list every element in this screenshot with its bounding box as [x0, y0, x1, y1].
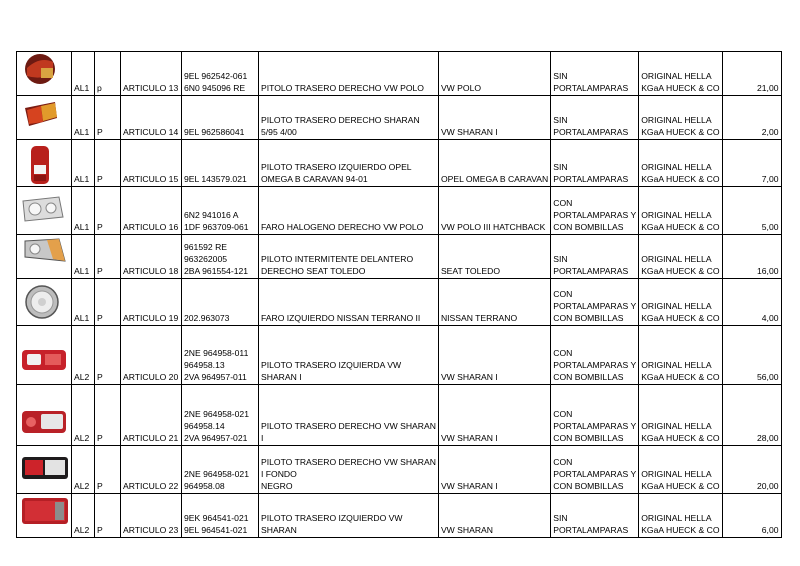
description-cell [259, 96, 439, 140]
quantity-cell: 16,00 [722, 235, 781, 279]
desc-line: PILOTO INTERMITENTE DELANTERO [261, 254, 414, 264]
tail-light-photo [19, 494, 69, 536]
brand-cell [639, 140, 722, 187]
location-cell: AL1 [72, 140, 95, 187]
model-cell: VW SHARAN [438, 494, 550, 538]
reference-cell [182, 279, 259, 326]
equipment-cell [551, 385, 639, 446]
brand-line: KGaA HUECK & CO [641, 83, 720, 93]
reference-cell [182, 96, 259, 140]
product-photo [17, 446, 72, 494]
refs-line: 9EK 964541-021 [184, 513, 249, 523]
type-cell: P [95, 326, 121, 385]
brand-line: KGaA HUECK & CO [641, 372, 720, 382]
brand-line: ORIGINAL HELLA [641, 469, 712, 479]
product-photo [17, 494, 72, 538]
equip-line: CON BOMBILLAS [553, 222, 624, 232]
round-headlamp-photo [19, 282, 69, 324]
equipment-cell [551, 140, 639, 187]
location-cell: AL1 [72, 96, 95, 140]
headlamp-photo [19, 191, 69, 233]
tail-light-photo [19, 341, 69, 383]
quantity-cell: 4,00 [722, 279, 781, 326]
location-cell: AL2 [72, 494, 95, 538]
brand-cell [639, 279, 722, 326]
description-cell [259, 446, 439, 494]
description-cell [259, 326, 439, 385]
desc-line: DERECHO SEAT TOLEDO [261, 266, 366, 276]
article-cell: ARTICULO 20 [121, 326, 182, 385]
equip-line: PORTALAMPARAS [553, 83, 629, 93]
equip-line: CON [553, 289, 573, 299]
table-row [17, 326, 782, 385]
equip-line: PORTALAMPARAS Y [553, 360, 637, 370]
table-row [17, 385, 782, 446]
quantity-cell: 7,00 [722, 140, 781, 187]
equip-line: PORTALAMPARAS [553, 525, 629, 535]
location-cell: AL1 [72, 235, 95, 279]
refs-line: 6N2 941016 A [184, 210, 239, 220]
refs-line: 2NE 964958-021 [184, 469, 249, 479]
location-cell: AL1 [72, 52, 95, 96]
location-cell: AL1 [72, 187, 95, 235]
table-row [17, 187, 782, 235]
desc-line: NEGRO [261, 481, 293, 491]
brand-cell [639, 494, 722, 538]
desc-line: SHARAN [261, 525, 297, 535]
brand-line: ORIGINAL HELLA [641, 421, 712, 431]
desc-line: I FONDO [261, 469, 297, 479]
inventory-body [17, 52, 782, 538]
article-cell: ARTICULO 18 [121, 235, 182, 279]
brand-line: KGaA HUECK & CO [641, 222, 720, 232]
reference-cell [182, 187, 259, 235]
desc-line: FARO HALOGENO DERECHO VW POLO [261, 222, 424, 232]
article-cell: ARTICULO 15 [121, 140, 182, 187]
desc-line: SHARAN I [261, 372, 302, 382]
equip-line: CON BOMBILLAS [553, 372, 624, 382]
article-cell: ARTICULO 14 [121, 96, 182, 140]
description-cell [259, 385, 439, 446]
article-cell: ARTICULO 22 [121, 446, 182, 494]
refs-line: 964958.14 [184, 421, 225, 431]
tail-light-photo [19, 450, 69, 492]
equipment-cell [551, 187, 639, 235]
brand-cell [639, 187, 722, 235]
type-cell: P [95, 385, 121, 446]
equipment-cell [551, 326, 639, 385]
refs-line: 963262005 [184, 254, 228, 264]
desc-line: PILOTO TRASERO DERECHO VW SHARAN [261, 421, 436, 431]
description-cell [259, 494, 439, 538]
brand-line: KGaA HUECK & CO [641, 174, 720, 184]
desc-line: PILOTO TRASERO IZQUIERDO VW [261, 513, 403, 523]
description-cell [259, 235, 439, 279]
location-cell: AL2 [72, 385, 95, 446]
table-row [17, 52, 782, 96]
table-row [17, 96, 782, 140]
product-photo [17, 385, 72, 446]
model-cell: VW SHARAN I [438, 446, 550, 494]
equip-line: CON [553, 409, 573, 419]
description-cell [259, 279, 439, 326]
brand-line: KGaA HUECK & CO [641, 433, 720, 443]
type-cell: P [95, 140, 121, 187]
table-row [17, 235, 782, 279]
refs-line: 9EL 962586041 [184, 127, 245, 137]
model-cell: VW SHARAN I [438, 326, 550, 385]
type-cell: P [95, 279, 121, 326]
tail-light-photo [19, 96, 69, 138]
refs-line: 9EL 964541-021 [184, 525, 248, 535]
desc-line: PITOLO TRASERO DERECHO VW POLO [261, 83, 424, 93]
type-cell: P [95, 96, 121, 140]
brand-line: KGaA HUECK & CO [641, 525, 720, 535]
reference-cell [182, 494, 259, 538]
equip-line: CON BOMBILLAS [553, 481, 624, 491]
brand-line: ORIGINAL HELLA [641, 115, 712, 125]
type-cell: P [95, 494, 121, 538]
refs-line: 1DF 963709-061 [184, 222, 249, 232]
tail-light-photo [19, 52, 69, 94]
brand-cell [639, 326, 722, 385]
description-cell [259, 187, 439, 235]
brand-cell [639, 446, 722, 494]
refs-line: 964958.08 [184, 481, 225, 491]
reference-cell [182, 385, 259, 446]
product-photo [17, 140, 72, 187]
equip-line: CON BOMBILLAS [553, 433, 624, 443]
refs-line: 6N0 945096 RE [184, 83, 246, 93]
table-row [17, 140, 782, 187]
indicator-photo [19, 235, 69, 277]
desc-line: FARO IZQUIERDO NISSAN TERRANO II [261, 313, 421, 323]
table-row [17, 446, 782, 494]
article-cell: ARTICULO 13 [121, 52, 182, 96]
quantity-cell: 2,00 [722, 96, 781, 140]
brand-line: ORIGINAL HELLA [641, 254, 712, 264]
model-cell: VW POLO III HATCHBACK [438, 187, 550, 235]
equip-line: CON [553, 198, 573, 208]
quantity-cell: 6,00 [722, 494, 781, 538]
model-cell: NISSAN TERRANO [438, 279, 550, 326]
equipment-cell [551, 279, 639, 326]
brand-line: ORIGINAL HELLA [641, 360, 712, 370]
equip-line: PORTALAMPARAS [553, 174, 629, 184]
refs-line: 202.963073 [184, 313, 230, 323]
desc-line: 5/95 4/00 [261, 127, 297, 137]
equip-line: SIN [553, 115, 568, 125]
equip-line: CON [553, 457, 573, 467]
type-cell: P [95, 446, 121, 494]
refs-line: 2NE 964958-021 [184, 409, 249, 419]
reference-cell [182, 52, 259, 96]
table-row [17, 279, 782, 326]
type-cell: p [95, 52, 121, 96]
tail-light-photo [19, 143, 69, 185]
equip-line: PORTALAMPARAS Y [553, 421, 637, 431]
description-cell [259, 140, 439, 187]
equip-line: PORTALAMPARAS [553, 127, 629, 137]
refs-line: 9EL 143579.021 [184, 174, 247, 184]
quantity-cell: 28,00 [722, 385, 781, 446]
tail-light-photo [19, 402, 69, 444]
brand-line: KGaA HUECK & CO [641, 313, 720, 323]
refs-line: 2NE 964958-011 [184, 348, 249, 358]
description-cell [259, 52, 439, 96]
reference-cell [182, 140, 259, 187]
location-cell: AL2 [72, 446, 95, 494]
equip-line: PORTALAMPARAS [553, 266, 629, 276]
model-cell: VW SHARAN I [438, 385, 550, 446]
brand-line: ORIGINAL HELLA [641, 210, 712, 220]
brand-line: ORIGINAL HELLA [641, 71, 712, 81]
article-cell: ARTICULO 21 [121, 385, 182, 446]
refs-line: 2VA 964957-021 [184, 433, 248, 443]
product-photo [17, 326, 72, 385]
refs-line: 2BA 961554-121 [184, 266, 249, 276]
brand-line: KGaA HUECK & CO [641, 266, 720, 276]
type-cell: P [95, 235, 121, 279]
refs-line: 9EL 962542-061 [184, 71, 248, 81]
article-cell: ARTICULO 16 [121, 187, 182, 235]
brand-cell [639, 52, 722, 96]
reference-cell [182, 446, 259, 494]
product-photo [17, 279, 72, 326]
equip-line: CON [553, 348, 573, 358]
equip-line: PORTALAMPARAS Y [553, 469, 637, 479]
quantity-cell: 5,00 [722, 187, 781, 235]
equipment-cell [551, 494, 639, 538]
quantity-cell: 20,00 [722, 446, 781, 494]
refs-line: 2VA 964957-011 [184, 372, 247, 382]
location-cell: AL2 [72, 326, 95, 385]
inventory-table [16, 51, 782, 538]
product-photo [17, 52, 72, 96]
table-row [17, 494, 782, 538]
refs-line: 964958.13 [184, 360, 225, 370]
brand-cell [639, 385, 722, 446]
equipment-cell [551, 235, 639, 279]
desc-line: OMEGA B CARAVAN 94-01 [261, 174, 368, 184]
location-cell: AL1 [72, 279, 95, 326]
product-photo [17, 235, 72, 279]
desc-line: PILOTO TRASERO DERECHO VW SHARAN [261, 457, 436, 467]
article-cell: ARTICULO 23 [121, 494, 182, 538]
model-cell: OPEL OMEGA B CARAVAN [438, 140, 550, 187]
desc-line: PILOTO TRASERO IZQUIERDA VW [261, 360, 402, 370]
equipment-cell [551, 446, 639, 494]
equip-line: SIN [553, 254, 568, 264]
reference-cell [182, 326, 259, 385]
equipment-cell [551, 52, 639, 96]
desc-line: PILOTO TRASERO IZQUIERDO OPEL [261, 162, 412, 172]
brand-cell [639, 235, 722, 279]
brand-line: ORIGINAL HELLA [641, 162, 712, 172]
desc-line: PILOTO TRASERO DERECHO SHARAN [261, 115, 420, 125]
product-photo [17, 96, 72, 140]
brand-line: ORIGINAL HELLA [641, 301, 712, 311]
model-cell: VW POLO [438, 52, 550, 96]
model-cell: VW SHARAN I [438, 96, 550, 140]
type-cell: P [95, 187, 121, 235]
desc-line: I [261, 433, 264, 443]
equip-line: PORTALAMPARAS Y [553, 210, 637, 220]
equip-line: SIN [553, 162, 568, 172]
equip-line: SIN [553, 71, 568, 81]
article-cell: ARTICULO 19 [121, 279, 182, 326]
brand-line: ORIGINAL HELLA [641, 513, 712, 523]
product-photo [17, 187, 72, 235]
equip-line: PORTALAMPARAS Y [553, 301, 637, 311]
equip-line: SIN [553, 513, 568, 523]
brand-line: KGaA HUECK & CO [641, 127, 720, 137]
quantity-cell: 56,00 [722, 326, 781, 385]
brand-cell [639, 96, 722, 140]
equipment-cell [551, 96, 639, 140]
model-cell: SEAT TOLEDO [438, 235, 550, 279]
refs-line: 961592 RE [184, 242, 228, 252]
equip-line: CON BOMBILLAS [553, 313, 624, 323]
quantity-cell: 21,00 [722, 52, 781, 96]
reference-cell [182, 235, 259, 279]
brand-line: KGaA HUECK & CO [641, 481, 720, 491]
